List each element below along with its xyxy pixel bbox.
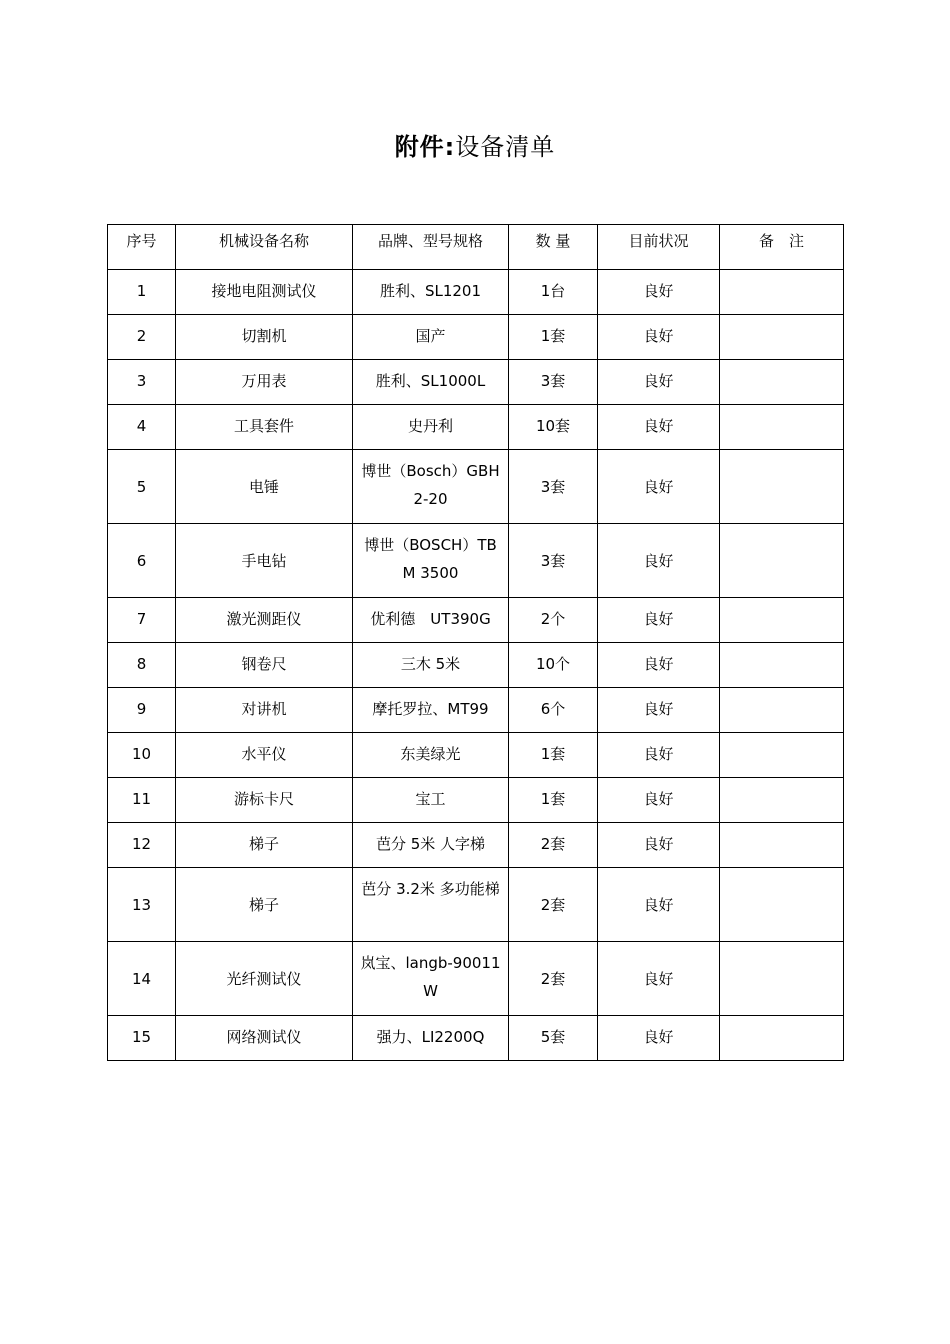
page-title-text: 设备清单 xyxy=(455,133,556,161)
cell-quantity: 10个 xyxy=(509,643,598,688)
cell-remark xyxy=(720,598,844,643)
cell-status: 良好 xyxy=(598,688,720,733)
page-title-prefix: 附件: xyxy=(394,133,456,161)
cell-quantity: 3套 xyxy=(509,360,598,405)
cell-status: 良好 xyxy=(598,823,720,868)
cell-name: 梯子 xyxy=(176,823,353,868)
cell-model: 国产 xyxy=(353,315,509,360)
cell-no: 8 xyxy=(108,643,176,688)
table-row xyxy=(108,942,844,1016)
table-header-row xyxy=(108,225,844,270)
cell-status: 良好 xyxy=(598,405,720,450)
cell-no: 15 xyxy=(108,1016,176,1061)
header-status: 目前状况 xyxy=(598,225,720,270)
cell-name: 光纤测试仪 xyxy=(176,942,353,1016)
cell-remark xyxy=(720,315,844,360)
cell-name: 万用表 xyxy=(176,360,353,405)
cell-remark xyxy=(720,823,844,868)
cell-quantity: 1台 xyxy=(509,270,598,315)
cell-name: 游标卡尺 xyxy=(176,778,353,823)
cell-quantity: 5套 xyxy=(509,1016,598,1061)
cell-no: 6 xyxy=(108,524,176,598)
cell-status: 良好 xyxy=(598,270,720,315)
cell-no: 2 xyxy=(108,315,176,360)
cell-status: 良好 xyxy=(598,360,720,405)
table-row xyxy=(108,598,844,643)
cell-model: 强力、LI2200Q xyxy=(353,1016,509,1061)
cell-no: 12 xyxy=(108,823,176,868)
cell-name: 对讲机 xyxy=(176,688,353,733)
cell-name: 钢卷尺 xyxy=(176,643,353,688)
cell-model: 摩托罗拉、MT99 xyxy=(353,688,509,733)
cell-quantity: 2套 xyxy=(509,942,598,1016)
cell-model: 岚宝、langb-90011W xyxy=(353,942,509,1016)
cell-name: 切割机 xyxy=(176,315,353,360)
cell-model: 博世（Bosch）GBH 2-20 xyxy=(353,450,509,524)
table-row xyxy=(108,270,844,315)
cell-model: 胜利、SL1201 xyxy=(353,270,509,315)
cell-remark xyxy=(720,688,844,733)
cell-no: 3 xyxy=(108,360,176,405)
cell-name: 工具套件 xyxy=(176,405,353,450)
header-quantity: 数 量 xyxy=(509,225,598,270)
table-row xyxy=(108,778,844,823)
cell-model: 东美绿光 xyxy=(353,733,509,778)
cell-remark xyxy=(720,270,844,315)
cell-model: 博世（BOSCH）TBM 3500 xyxy=(353,524,509,598)
cell-quantity: 1套 xyxy=(509,315,598,360)
cell-remark xyxy=(720,405,844,450)
cell-status: 良好 xyxy=(598,733,720,778)
cell-model: 优利德 UT390G xyxy=(353,598,509,643)
table-row xyxy=(108,450,844,524)
cell-no: 1 xyxy=(108,270,176,315)
cell-model: 三木 5米 xyxy=(353,643,509,688)
cell-remark xyxy=(720,524,844,598)
cell-name: 梯子 xyxy=(176,868,353,942)
header-no: 序号 xyxy=(108,225,176,270)
cell-no: 11 xyxy=(108,778,176,823)
cell-name: 手电钻 xyxy=(176,524,353,598)
cell-no: 9 xyxy=(108,688,176,733)
header-remark: 备 注 xyxy=(720,225,844,270)
cell-model: 宝工 xyxy=(353,778,509,823)
cell-quantity: 3套 xyxy=(509,524,598,598)
cell-remark xyxy=(720,360,844,405)
cell-name: 网络测试仪 xyxy=(176,1016,353,1061)
cell-status: 良好 xyxy=(598,598,720,643)
table-row xyxy=(108,688,844,733)
cell-status: 良好 xyxy=(598,868,720,942)
cell-remark xyxy=(720,1016,844,1061)
cell-model: 芭分 3.2米 多功能梯 xyxy=(353,868,509,942)
table-row xyxy=(108,315,844,360)
cell-remark xyxy=(720,733,844,778)
cell-quantity: 2套 xyxy=(509,868,598,942)
cell-quantity: 10套 xyxy=(509,405,598,450)
cell-remark xyxy=(720,868,844,942)
cell-status: 良好 xyxy=(598,315,720,360)
cell-quantity: 1套 xyxy=(509,778,598,823)
cell-remark xyxy=(720,643,844,688)
cell-status: 良好 xyxy=(598,524,720,598)
page-title xyxy=(0,130,950,164)
cell-quantity: 2套 xyxy=(509,823,598,868)
cell-status: 良好 xyxy=(598,778,720,823)
cell-name: 激光测距仪 xyxy=(176,598,353,643)
cell-status: 良好 xyxy=(598,450,720,524)
cell-no: 13 xyxy=(108,868,176,942)
cell-status: 良好 xyxy=(598,643,720,688)
cell-name: 电锤 xyxy=(176,450,353,524)
table-row xyxy=(108,868,844,942)
equipment-table xyxy=(107,224,844,1061)
cell-model: 胜利、SL1000L xyxy=(353,360,509,405)
header-model: 品牌、型号规格 xyxy=(353,225,509,270)
table-row xyxy=(108,733,844,778)
table-row xyxy=(108,1016,844,1061)
header-name: 机械设备名称 xyxy=(176,225,353,270)
cell-remark xyxy=(720,450,844,524)
cell-no: 5 xyxy=(108,450,176,524)
table-row xyxy=(108,405,844,450)
cell-quantity: 6个 xyxy=(509,688,598,733)
cell-name: 水平仪 xyxy=(176,733,353,778)
table-row xyxy=(108,524,844,598)
cell-model: 芭分 5米 人字梯 xyxy=(353,823,509,868)
cell-status: 良好 xyxy=(598,942,720,1016)
table-row xyxy=(108,360,844,405)
table-row xyxy=(108,643,844,688)
cell-status: 良好 xyxy=(598,1016,720,1061)
cell-remark xyxy=(720,778,844,823)
cell-quantity: 2个 xyxy=(509,598,598,643)
cell-remark xyxy=(720,942,844,1016)
cell-no: 14 xyxy=(108,942,176,1016)
cell-model: 史丹利 xyxy=(353,405,509,450)
cell-quantity: 1套 xyxy=(509,733,598,778)
cell-no: 7 xyxy=(108,598,176,643)
cell-no: 10 xyxy=(108,733,176,778)
table-row xyxy=(108,823,844,868)
cell-name: 接地电阻测试仪 xyxy=(176,270,353,315)
cell-no: 4 xyxy=(108,405,176,450)
cell-quantity: 3套 xyxy=(509,450,598,524)
